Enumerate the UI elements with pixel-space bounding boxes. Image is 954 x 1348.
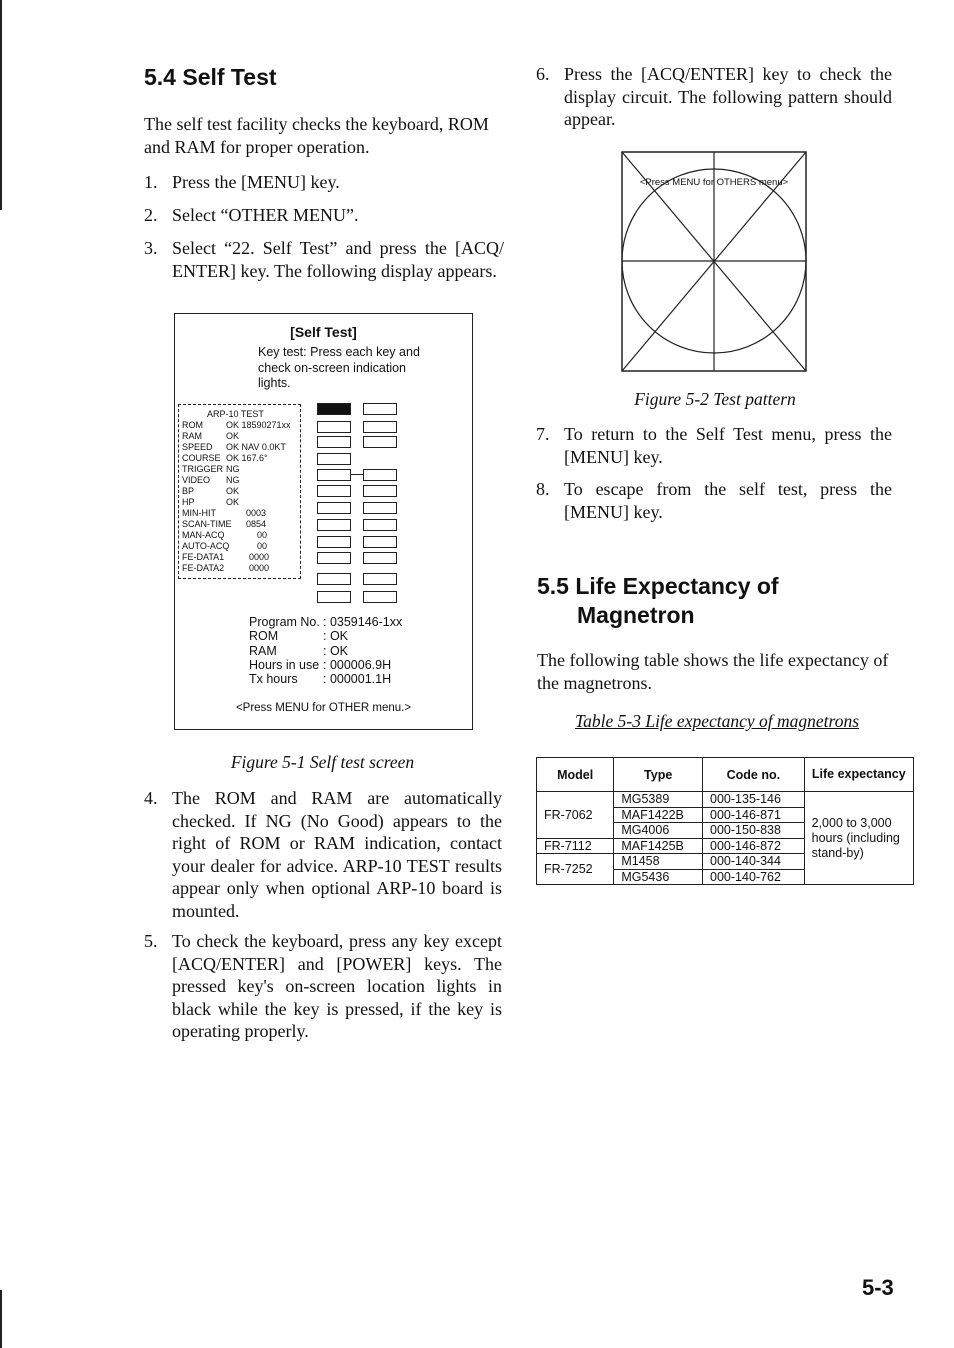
step-number: 5. <box>144 931 158 951</box>
scan-edge-bottom <box>0 1290 2 1348</box>
status-row: Tx hours : 000001.1H <box>249 672 392 687</box>
arp10-row: ROM OK 18590271xx <box>182 420 291 430</box>
table-cell-code: 000-146-871 <box>703 807 805 823</box>
section-5-4-heading: 5.4 Self Test <box>144 64 277 90</box>
table-cell-code: 000-140-344 <box>703 854 805 870</box>
table-header-row <box>537 758 914 792</box>
step-number: 3. <box>144 238 158 258</box>
table-cell-code: 000-135-146 <box>703 792 805 808</box>
self-test-footer: <Press MENU for OTHER menu.> <box>235 702 412 714</box>
arp10-row: AUTO-ACQ 00 <box>182 541 268 551</box>
table-5-3-caption: Table 5-3 Life expectancy of magnetrons <box>575 711 859 731</box>
status-row: Hours in use : 000006.9H <box>249 657 392 672</box>
key-indicator <box>363 519 397 531</box>
key-indicator <box>317 421 351 433</box>
section-5-5-heading-line-1: 5.5 Life Expectancy of <box>537 573 779 599</box>
table-cell-model: FR-7062 <box>537 792 614 839</box>
step-2 <box>144 204 504 228</box>
table-header: Model <box>537 758 614 792</box>
section-5-5-intro: The following table shows the life expectancy of the magnetrons. <box>537 650 889 693</box>
arp10-row: SCAN-TIME 0854 <box>182 519 267 529</box>
scan-edge-top <box>0 0 2 210</box>
step-text: To return to the Self Test menu, press the [MENU] key. <box>564 424 892 467</box>
table-cell-code: 000-146-872 <box>703 838 805 854</box>
key-indicator <box>317 519 351 531</box>
figure-5-1-caption: Figure 5-1 Self test screen <box>230 752 415 772</box>
arp10-rows <box>182 420 300 574</box>
self-test-screen <box>174 313 473 730</box>
key-indicator <box>317 485 351 497</box>
step-1 <box>144 171 504 195</box>
step-text: Press the [MENU] key. <box>172 172 340 192</box>
key-indicator <box>363 436 397 448</box>
table-header: Type <box>614 758 703 792</box>
status-row: RAM : OK <box>249 643 349 658</box>
key-indicator <box>317 436 351 448</box>
test-pattern-figure <box>620 150 810 374</box>
step-text: Select “22. Self Test” and press the [ACQ/ ENTER] key. The following display appears. <box>172 238 504 281</box>
step-5 <box>144 930 502 1045</box>
status-row: Program No. : 0359146-1xx <box>249 615 403 629</box>
table-cell-life: 2,000 to 3,000 hours (including stand-by) <box>804 792 913 885</box>
key-indicator <box>363 485 397 497</box>
page-number: 5-3 <box>862 1275 894 1300</box>
key-indicator <box>317 591 351 603</box>
step-text: Select “OTHER MENU”. <box>172 205 359 225</box>
key-indicator <box>317 453 351 465</box>
key-connector <box>351 474 363 475</box>
key-indicator <box>317 502 351 514</box>
step-number: 4. <box>144 788 158 808</box>
key-indicator <box>363 552 397 564</box>
step-number: 2. <box>144 205 158 225</box>
arp10-row: COURSE OK 167.6° <box>182 453 268 463</box>
key-indicator <box>363 403 397 415</box>
step-number: 1. <box>144 172 158 192</box>
key-indicator <box>363 573 397 585</box>
arp10-row: HP OK <box>182 497 240 507</box>
arp10-row: MIN-HIT 0003 <box>182 508 267 518</box>
table-cell-type: MAF1422B <box>614 807 703 823</box>
key-indicator <box>317 469 351 481</box>
figure-5-2-caption: Figure 5-2 Test pattern <box>634 389 796 409</box>
life-expectancy-table <box>536 757 914 885</box>
step-6 <box>536 63 892 131</box>
key-indicator <box>317 552 351 564</box>
key-indicator <box>363 591 397 603</box>
table-header: Life expectancy <box>804 758 913 792</box>
table-cell-code: 000-140-762 <box>703 869 805 885</box>
arp10-row: MAN-ACQ 00 <box>182 530 268 540</box>
step-text: To check the keyboard, press any key except [ACQ/ENTER] and [POWER] keys. The pressed key's on-screen location lights in black while the key is pressed, if the key is operating properly. <box>172 931 502 1041</box>
arp10-row: VIDEO NG <box>182 475 240 485</box>
table-header: Code no. <box>703 758 805 792</box>
key-indicator <box>363 421 397 433</box>
table-cell-type: MG4006 <box>614 823 703 839</box>
key-indicator <box>317 573 351 585</box>
status-row: ROM : OK <box>249 629 349 644</box>
arp10-row: BP OK <box>182 486 240 496</box>
self-test-title: [Self Test] <box>290 324 357 340</box>
table-row <box>537 792 914 808</box>
key-indicator <box>363 536 397 548</box>
table-cell-type: M1458 <box>614 854 703 870</box>
table-cell-model: FR-7252 <box>537 854 614 885</box>
arp10-title: ARP-10 TEST <box>207 409 264 419</box>
test-pattern-text: <Press MENU for OTHERS menu> <box>639 177 789 188</box>
arp10-row: FE-DATA2 0000 <box>182 563 270 573</box>
key-indicator-lit <box>317 403 351 415</box>
step-8 <box>536 478 892 524</box>
step-text: The ROM and RAM are automatically checked. If NG (No Good) appears to the right of ROM or RAM indication, contact your dealer for advice. ARP-10 TEST results appear only when optional ARP-10 board is mounted. <box>172 788 502 921</box>
key-test-instruction: Key test: Press each key and check on-screen indication lights. <box>258 345 420 390</box>
section-5-4-intro: The self test facility checks the keyboard, ROM and RAM for proper operation. <box>144 114 489 157</box>
table-cell-model: FR-7112 <box>537 838 614 854</box>
step-number: 7. <box>536 424 550 444</box>
key-indicator <box>363 469 397 481</box>
self-test-status <box>249 615 402 686</box>
step-number: 8. <box>536 479 550 499</box>
arp10-row: SPEED OK NAV 0.0KT <box>182 442 286 452</box>
table-cell-type: MG5389 <box>614 792 703 808</box>
step-7 <box>536 423 892 469</box>
step-text: Press the [ACQ/ENTER] key to check the display circuit. The following pattern should appear. <box>564 64 892 129</box>
arp10-row: TRIGGER NG <box>182 464 240 474</box>
step-4 <box>144 787 502 922</box>
arp10-row: FE-DATA1 0000 <box>182 552 270 562</box>
table-cell-type: MG5436 <box>614 869 703 885</box>
key-indicator <box>317 536 351 548</box>
arp10-row: RAM OK <box>182 431 240 441</box>
step-3 <box>144 237 504 285</box>
step-number: 6. <box>536 64 550 84</box>
key-indicator <box>363 502 397 514</box>
section-5-5-heading-line-2: Magnetron <box>577 602 695 628</box>
table-cell-type: MAF1425B <box>614 838 703 854</box>
step-text: To escape from the self test, press the [MENU] key. <box>564 479 892 522</box>
arp10-test-box <box>178 404 301 579</box>
table-cell-code: 000-150-838 <box>703 823 805 839</box>
